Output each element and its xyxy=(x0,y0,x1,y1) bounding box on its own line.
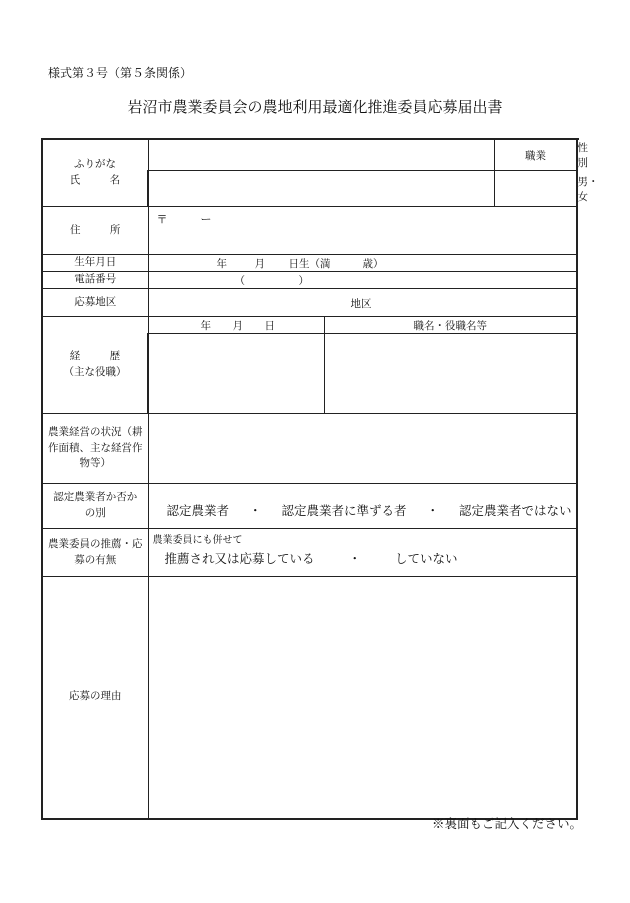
certified-choice[interactable] xyxy=(148,484,577,529)
certified-separator-1: ・ xyxy=(249,503,262,518)
history-day-header: 日 xyxy=(264,320,275,332)
history-date-field[interactable] xyxy=(148,334,324,414)
occupation-label: 職業 xyxy=(494,139,577,171)
name-label: 氏 名 xyxy=(69,174,130,186)
birth-label: 生年月日 xyxy=(42,255,148,272)
form-number: 様式第３号（第５条関係） xyxy=(48,66,193,80)
birth-month: 月 xyxy=(254,258,265,270)
certified-label-line-1: 認定農業者か否か xyxy=(53,491,138,504)
recommendation-separator: ・ xyxy=(348,551,362,566)
postal-dash: ー xyxy=(200,213,212,226)
reason-field[interactable] xyxy=(148,577,577,819)
farming-label-line-1: 農業経営の状況（耕 xyxy=(48,425,143,438)
reason-label: 応募の理由 xyxy=(42,577,148,819)
recommendation-label-line-1: 農業委員の推薦・応 xyxy=(48,537,143,550)
farming-label-line-3: 物等） xyxy=(79,457,111,470)
area-label: 応募地区 xyxy=(42,289,148,317)
address-field[interactable] xyxy=(148,207,577,255)
area-suffix: 地区 xyxy=(350,297,372,310)
history-label-cell xyxy=(42,317,148,414)
name-label-cell xyxy=(42,139,148,207)
age-suffix: 歳） xyxy=(362,258,384,270)
birth-field[interactable] xyxy=(148,255,577,272)
furigana-field[interactable] xyxy=(148,139,494,171)
area-field[interactable] xyxy=(148,289,577,317)
name-field[interactable] xyxy=(148,171,494,207)
address-label-cell xyxy=(42,207,148,255)
recommendation-option-2[interactable]: していない xyxy=(395,551,458,566)
history-label: 経 歴 xyxy=(69,350,130,363)
history-date-header xyxy=(148,317,324,334)
recommendation-choice[interactable] xyxy=(148,529,577,577)
phone-paren-close: ） xyxy=(298,275,309,287)
history-position-field[interactable] xyxy=(324,334,577,414)
history-year-header: 年 xyxy=(200,320,211,332)
recommendation-option-1[interactable]: 推薦され又は応募している xyxy=(164,551,315,566)
farming-label-cell xyxy=(42,414,148,484)
occupation-field[interactable] xyxy=(494,171,577,207)
furigana-label: ふりがな xyxy=(74,158,116,171)
history-position-header: 職名・役職名等 xyxy=(324,317,577,334)
farming-field[interactable] xyxy=(148,414,577,484)
certified-option-1[interactable]: 認定農業者 xyxy=(166,503,230,518)
phone-paren-open: （ xyxy=(234,275,245,287)
document-title: 岩沼市農業委員会の農地利用最適化推進委員応募届出書 xyxy=(127,98,503,116)
certified-label-line-2: の別 xyxy=(84,507,106,519)
footer-note: ※裏面もご記入ください。 xyxy=(431,816,582,831)
phone-label: 電話番号 xyxy=(42,272,148,289)
birth-year: 年 xyxy=(216,258,227,270)
certified-label-cell xyxy=(42,484,148,529)
certified-option-3[interactable]: 認定農業者ではない xyxy=(459,503,572,518)
recommendation-label-line-2: 募の有無 xyxy=(74,553,117,566)
postal-mark: 〒 xyxy=(156,213,168,226)
history-sublabel: （主な役職） xyxy=(63,366,127,378)
birth-day-suffix: 日生（満 xyxy=(288,258,331,270)
certified-option-2[interactable]: 認定農業者に準ずる者 xyxy=(281,503,407,518)
history-month-header: 月 xyxy=(232,320,243,332)
phone-field[interactable] xyxy=(148,272,577,289)
farming-label-line-2: 作面積、主な経営作 xyxy=(48,441,143,454)
recommendation-header: 農業委員にも併せて xyxy=(152,535,243,546)
address-label: 住 所 xyxy=(70,223,130,236)
certified-separator-2: ・ xyxy=(426,503,440,518)
recommendation-label-cell xyxy=(42,529,148,577)
application-form-table: ふりがな 氏 名 職業 性別 男・女 住 所 〒 ー 生年月日 年 月 日生（満 歳） 電話番号 （ ） 応募地区 地区 経 歴 （主な役職） 年 月 日 職名・役職名等 農業経営の状況（耕 作面積、主な経営作 物等） 認定農業者か否か の別 認定農業者 ・ 認定農業者に準ずる者 ・ 認定農業者ではない 農業委員の推薦・応 募の有無 農業委員にも併せて 推薦され又は応募している ・ していない 応募の理由 xyxy=(41,138,578,820)
